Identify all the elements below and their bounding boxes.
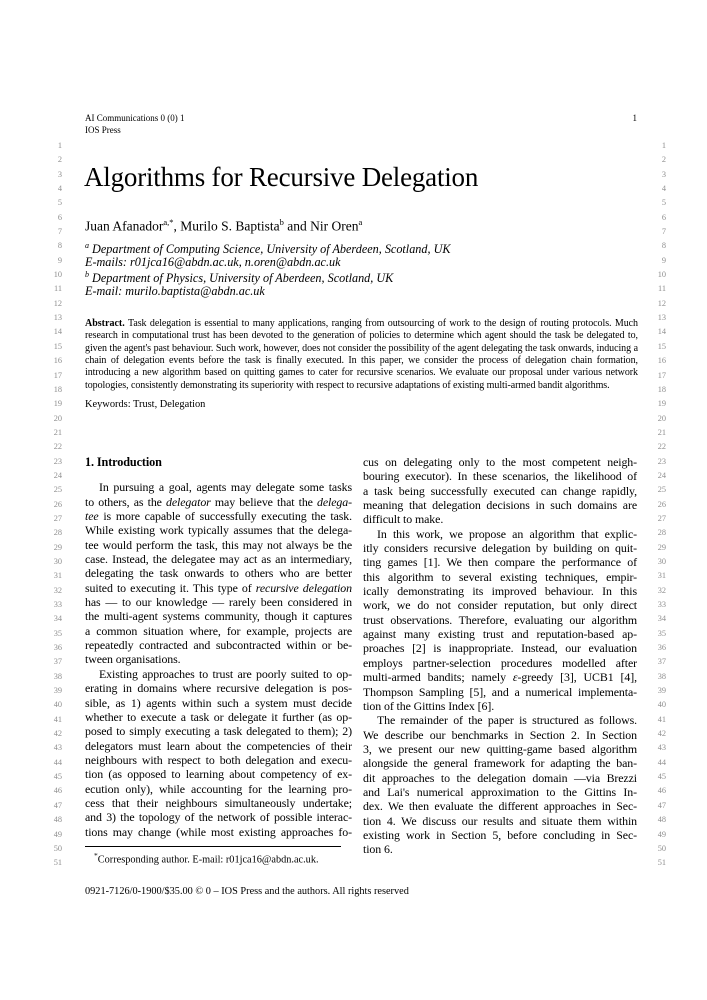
line-number: 45 [657, 772, 666, 782]
copyright-footer: 0921-7126/0-1900/$35.00 © 0 – IOS Press and the authors. All rights reserved [85, 886, 409, 897]
author-list: Juan Afanador$^{a,*}$, Murilo S. Baptista$^b$ and Nir Oren$^a$ [85, 217, 363, 234]
line-number: 26 [657, 499, 666, 509]
text-line: In this work, we propose an algorithm that explic- [377, 526, 637, 541]
affiliation-line: E-mail: murilo.baptista@abdn.ac.uk [85, 283, 265, 298]
text-line: cus on delegating only to the most competent neigh- [363, 455, 637, 469]
line-number: 15 [657, 341, 666, 351]
text-line: suited to executing it. This type of recursive delegation [85, 580, 353, 595]
text-line: tion 4. We discuss our results and situate them within [363, 813, 637, 828]
abstract-label: Abstract. [85, 318, 125, 329]
line-number: 21 [657, 427, 666, 437]
line-number: 51 [657, 858, 666, 868]
line-number: 23 [53, 456, 62, 466]
line-number: 46 [657, 786, 666, 796]
line-number: 38 [657, 671, 666, 681]
text-line: ting games [1]. We then compare the performance of [363, 555, 637, 570]
line-number: 38 [53, 671, 62, 681]
journal-line: AI Communications 0 (0) 1 [85, 113, 185, 123]
line-number: 23 [657, 456, 666, 466]
column-right-lines [363, 455, 637, 857]
text-line: to others, as the delegator may believe that the delega- [85, 494, 352, 509]
column-left [85, 455, 352, 839]
author-name: Murilo S. Baptista [180, 218, 280, 234]
text-line: tween organisations. [85, 652, 181, 667]
line-number: 13 [657, 313, 666, 323]
page-number: 1 [632, 113, 637, 123]
line-number: 28 [53, 528, 62, 538]
line-number: 33 [657, 600, 666, 609]
text-line: tion of the Gittins Index [6]. [363, 698, 495, 713]
line-number: 37 [53, 657, 62, 667]
footnote-marker: * [94, 851, 98, 860]
line-number: 4 [57, 184, 62, 194]
line-number: 6 [661, 212, 666, 222]
line-number: 45 [53, 772, 62, 782]
line-number: 47 [657, 800, 666, 810]
line-number: 50 [53, 843, 62, 853]
keywords-line: Keywords: Trust, Delegation [85, 399, 206, 411]
line-number-gutter-left [44, 139, 62, 871]
abstract-text: Task delegation is essential to many applications, ranging from outsourcing of work to the design of routing protocols. Much research in computational trust has been devoted to the generation of policies to determine which agent should the task be delegated to, given the agent's past behaviour. Such work, however, does not consider the possibility of the agent delegating the task onwards, inducing a chain of delegation events before the task is finally executed. In this paper, we consider the process of delegation chain formation, introducing a new algorithm based on quitting games to cater for recursive scenarios. We evaluate our proposal under various network topologies, consistently demonstrating its superiority with respect to recursive adaptations of existing multi-armed bandit algorithms. [85, 318, 638, 391]
text-line: ecution only), while accounting for the learning pro- [85, 781, 352, 796]
text-line: repeatedly contracted and subcontracted within or be- [85, 638, 352, 653]
text-line: and 3) the topology of the network of possible interac- [85, 810, 352, 825]
line-number: 29 [53, 542, 62, 552]
text-line: the multi-agent systems community, though it captures [85, 609, 352, 624]
author-name: Nir Oren [310, 218, 359, 234]
line-number: 24 [53, 470, 62, 480]
text-line: Thompson Sampling [5], and a numerical implementa- [363, 684, 637, 699]
column-right [363, 455, 637, 857]
line-number: 10 [657, 270, 666, 280]
line-number: 42 [657, 729, 666, 739]
text-line: erating in domains where recursive delegation is pos- [85, 681, 352, 696]
text-line: Existing approaches to trust are poorly suited to op- [99, 666, 352, 681]
text-line: bouring executor). In these scenarios, the likelihood of [363, 469, 637, 484]
text-line: We describe our benchmarks in Section 2. In Section [363, 727, 637, 742]
text-line: posed to simply executing a task delegated to them); 2) [85, 724, 352, 739]
text-line: whether to execute a task or delegate it further (as op- [85, 709, 352, 724]
text-line: tions may change (while most existing approaches fo- [85, 824, 352, 839]
line-number: 9 [661, 255, 666, 265]
line-number: 31 [657, 571, 666, 581]
text-line: 3, we present our new quitting-game based algorithm [363, 741, 637, 756]
line-number: 7 [57, 227, 62, 237]
line-number: 48 [53, 815, 62, 825]
line-number: 9 [57, 255, 62, 265]
author-affiliation-mark: a [358, 217, 363, 227]
line-number: 39 [53, 686, 62, 696]
line-number-gutter-right [648, 139, 666, 871]
text-line: tion 6. [363, 842, 393, 857]
text-line: existing work in Section 5, before concluding in Sec- [363, 827, 637, 842]
line-number: 41 [53, 714, 62, 724]
text-line: delegators must learn about the competencies of their [85, 738, 352, 753]
text-line: work, we do not consider reputation, but only direct [363, 598, 637, 613]
line-number: 14 [657, 327, 666, 337]
text-line: tee would perform the task, this may not always be the [85, 537, 352, 552]
affiliation-line: $^a$ Department of Computing Science, University of Aberdeen, Scotland, UK [85, 241, 451, 257]
text-line: this algorithm to several existing techniques, empir- [363, 569, 637, 584]
line-number: 17 [657, 370, 666, 380]
line-number: 25 [657, 485, 666, 495]
line-number: 1 [661, 141, 666, 150]
line-number: 47 [53, 800, 62, 810]
line-number: 11 [658, 284, 666, 294]
line-number: 20 [53, 413, 62, 423]
line-number: 5 [661, 198, 666, 208]
line-number: 19 [53, 399, 62, 409]
text-line: multi-armed bandits; namely ε-greedy [3], UCB1 [4], [363, 670, 637, 685]
text-line: While existing work typically assumes that the delega- [85, 523, 352, 538]
line-number: 26 [53, 499, 62, 509]
affiliation-list [85, 240, 451, 298]
line-number: 35 [657, 628, 666, 638]
line-number: 6 [57, 212, 62, 222]
line-number: 44 [657, 757, 666, 767]
section-heading: 1. Introduction [85, 455, 162, 469]
text-line: trust observations. Therefore, evaluating our algorithm [363, 612, 637, 627]
line-number: 11 [54, 284, 62, 294]
text-line: tee is more capable of successfully executing the task. [85, 509, 352, 524]
line-number: 46 [53, 786, 62, 796]
text-line: a common situation where, for example, projects are [85, 623, 352, 638]
line-number: 44 [53, 757, 62, 767]
column-left-lines [85, 480, 352, 839]
line-number: 20 [657, 413, 666, 423]
text-line: tion (as opposed to learning about competency of ex- [85, 767, 352, 782]
line-number: 29 [657, 542, 666, 552]
line-number: 13 [53, 313, 62, 323]
line-number: 10 [53, 270, 62, 280]
line-number: 5 [57, 198, 62, 208]
line-number: 12 [657, 298, 666, 308]
line-number: 34 [53, 614, 62, 624]
author-affiliation-mark: a,* [163, 217, 174, 227]
line-number: 19 [657, 399, 666, 409]
line-number: 42 [53, 729, 62, 739]
abstract-block [85, 318, 638, 410]
line-number: 22 [657, 442, 666, 452]
text-line: proaches [2] is inappropriate. Instead, our evaluation [363, 641, 637, 656]
line-number: 40 [657, 700, 666, 710]
text-line: dex. We then evaluate the different approaches in Sec- [363, 799, 637, 814]
affiliation-line: E-mails: r01jca16@abdn.ac.uk, n.oren@abdn.ac.uk [85, 254, 341, 269]
text-line: difficult to make. [363, 512, 444, 527]
line-number: 32 [53, 585, 62, 595]
line-number: 7 [661, 227, 666, 237]
line-number: 50 [657, 843, 666, 853]
line-number: 18 [657, 384, 666, 394]
line-number: 41 [657, 714, 666, 724]
line-number: 49 [657, 829, 666, 839]
line-number: 2 [57, 155, 62, 165]
text-line: The remainder of the paper is structured as follows. [377, 713, 637, 728]
text-line: In pursuing a goal, agents may delegate some tasks [99, 480, 352, 495]
line-number: 48 [657, 815, 666, 825]
line-number: 27 [53, 513, 62, 523]
line-number: 43 [53, 743, 62, 753]
text-line: ically demonstrating its improved behaviour. In this [363, 584, 637, 599]
line-number: 40 [53, 700, 62, 710]
text-line: has — to our knowledge — rarely been considered in [85, 595, 352, 610]
author-name: Juan Afanador [85, 218, 164, 234]
line-number: 37 [657, 657, 666, 667]
text-line: delegating the task onwards to others who are better [85, 566, 352, 581]
abstract [85, 318, 638, 392]
line-number: 2 [661, 155, 666, 165]
line-number: 22 [53, 442, 62, 452]
text-line: cess that their neighbours simultaneously undertake; [85, 795, 352, 810]
line-number: 36 [53, 643, 62, 653]
line-number: 16 [53, 356, 62, 366]
text-line: dit approaches to the delegation domain —via Brezzi [363, 770, 637, 785]
text-line: a task being successfully executed can change rapidly, [363, 483, 637, 498]
line-number: 15 [53, 341, 62, 351]
line-number: 4 [661, 184, 666, 194]
line-number: 36 [657, 643, 666, 653]
paper-title: Algorithms for Recursive Delegation [84, 162, 479, 192]
line-number: 28 [657, 528, 666, 538]
line-number: 3 [57, 169, 62, 179]
line-number: 16 [657, 356, 666, 366]
running-head [85, 113, 185, 136]
affiliation-line: $^b$ Department of Physics, University of Aberdeen, Scotland, UK [85, 269, 394, 285]
text-line: neighbours with respect to both delegation and execu- [85, 752, 352, 767]
text-line: employs partner-selection procedures modelled after [363, 655, 637, 670]
line-number: 35 [53, 628, 62, 638]
line-number: 8 [661, 241, 666, 251]
footnote-rule [85, 846, 341, 847]
line-number: 25 [53, 485, 62, 495]
line-number: 31 [53, 571, 62, 581]
line-number: 8 [57, 241, 62, 251]
line-number: 51 [53, 858, 62, 868]
line-number: 34 [657, 614, 666, 624]
line-number: 43 [657, 743, 666, 753]
text-line: sible, as 1) agents within such a system must decide [85, 695, 352, 710]
text-line: itly considers recursive delegation by building on quit- [363, 541, 637, 556]
line-number: 33 [53, 600, 62, 609]
line-number: 32 [657, 585, 666, 595]
text-line: alongside the general framework for adapting the ban- [363, 756, 637, 771]
line-number: 1 [57, 141, 62, 150]
footnote-text: Corresponding author. E-mail: r01jca16@abdn.ac.uk. [97, 854, 319, 866]
publisher-line: IOS Press [85, 124, 121, 135]
text-line: meaning that delegation decisions in such domains are [363, 498, 637, 513]
line-number: 30 [53, 556, 62, 566]
text-line: and Lai's numerical approximation to the Gittins In- [363, 784, 637, 799]
line-number: 39 [657, 686, 666, 696]
author-affiliation-mark: b [279, 217, 284, 227]
text-line: against many existing trust and reputation-based ap- [363, 627, 637, 642]
line-number: 24 [657, 470, 666, 480]
text-line: case. Instead, the delegatee may act as an intermediary, [85, 552, 352, 567]
line-number: 3 [661, 169, 666, 179]
line-number: 30 [657, 556, 666, 566]
line-number: 49 [53, 829, 62, 839]
line-number: 14 [53, 327, 62, 337]
line-number: 27 [657, 513, 666, 523]
line-number: 18 [53, 384, 62, 394]
line-number: 12 [53, 298, 62, 308]
corresponding-author-footnote [85, 851, 352, 865]
line-number: 17 [53, 370, 62, 380]
line-number: 21 [53, 427, 62, 437]
